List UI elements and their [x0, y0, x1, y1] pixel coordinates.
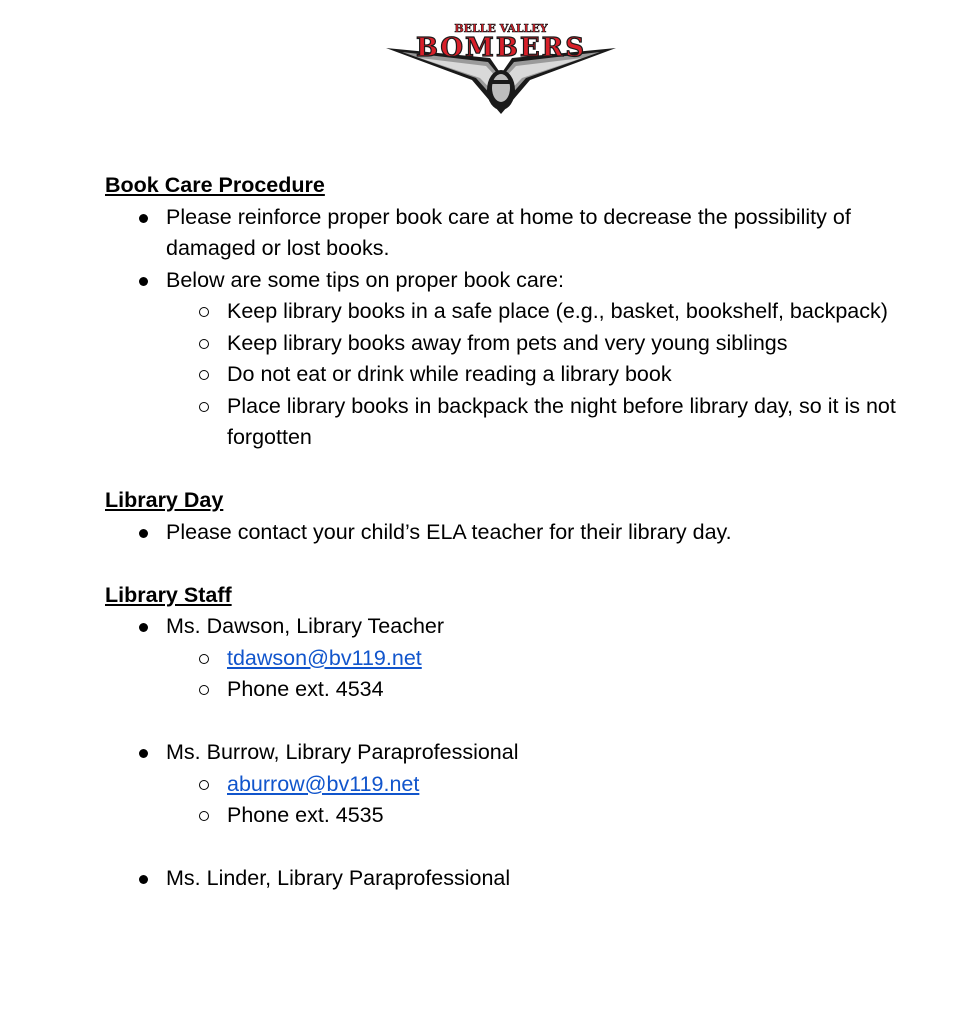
library-staff-list-2	[105, 737, 925, 832]
list-item	[166, 643, 925, 675]
list-item	[166, 769, 925, 801]
phone-ext: Phone ext. 4534	[227, 677, 384, 701]
list-item: Keep library books in a safe place (e.g., basket, bookshelf, backpack)	[166, 296, 925, 328]
hollow-bullet-icon	[199, 307, 209, 317]
bullet-icon	[139, 529, 148, 538]
staff-item-dawson	[105, 611, 925, 706]
logo-top-text: BELLE VALLEY	[454, 22, 548, 35]
email-link-burrow[interactable]: aburrow@bv119.net	[227, 771, 420, 796]
list-item: Place library books in backpack the night before library day, so it is not forgotten	[166, 391, 925, 454]
hollow-bullet-icon	[199, 654, 209, 664]
hollow-bullet-icon	[199, 339, 209, 349]
list-item: Do not eat or drink while reading a library book	[166, 359, 925, 391]
hollow-bullet-icon	[199, 685, 209, 695]
staff-name: Ms. Burrow, Library Paraprofessional	[166, 740, 519, 764]
list-item	[166, 800, 925, 832]
staff-contact-list	[166, 769, 925, 832]
hollow-bullet-icon	[199, 811, 209, 821]
staff-item-burrow	[105, 737, 925, 832]
library-day-list	[105, 517, 925, 549]
hollow-bullet-icon	[199, 402, 209, 412]
library-staff-title: Library Staff	[105, 582, 232, 607]
document-body	[105, 170, 925, 895]
bullet-icon	[139, 749, 148, 758]
email-link-dawson[interactable]: tdawson@bv119.net	[227, 645, 422, 670]
staff-name: Ms. Linder, Library Paraprofessional	[166, 866, 511, 890]
hollow-bullet-icon	[199, 780, 209, 790]
bullet-icon	[139, 214, 148, 223]
staff-name: Ms. Dawson, Library Teacher	[166, 614, 445, 638]
book-care-tips-list	[166, 296, 925, 454]
list-item: Please reinforce proper book care at home to decrease the possibility of damaged or lost books.	[105, 202, 925, 265]
library-staff-list-3	[105, 863, 925, 895]
hollow-bullet-icon	[199, 370, 209, 380]
library-staff-list	[105, 611, 925, 706]
phone-ext: Phone ext. 4535	[227, 803, 384, 827]
bullet-icon	[139, 875, 148, 884]
belle-valley-bombers-logo	[380, 18, 622, 116]
book-care-list	[105, 202, 925, 454]
logo-main-text: BOMBERS	[415, 33, 587, 63]
book-care-title: Book Care Procedure	[105, 173, 325, 197]
list-item: Please contact your child’s ELA teacher for their library day.	[105, 517, 925, 549]
staff-contact-list	[166, 643, 925, 706]
list-item	[166, 674, 925, 706]
staff-item-linder	[105, 863, 925, 895]
bullet-icon	[139, 277, 148, 286]
bullet-icon	[139, 623, 148, 632]
library-day-title: Library Day	[105, 488, 224, 512]
list-item: Keep library books away from pets and very young siblings	[166, 328, 925, 360]
list-item: Below are some tips on proper book care: Keep library books in a safe place (e.g., basket, bookshelf, backpack) Keep library books away from pets and very young siblings Do not eat or drink while reading a library book Place library books in backpack the night before library day, so it is not forgotten	[105, 265, 925, 454]
